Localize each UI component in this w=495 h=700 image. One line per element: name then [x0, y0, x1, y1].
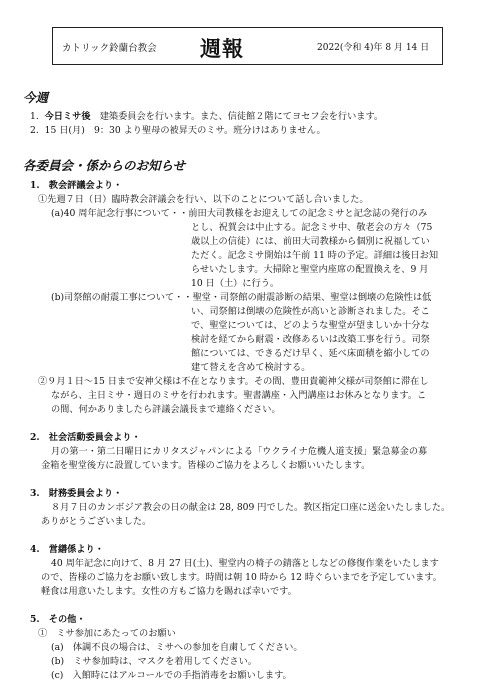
bulletin-title: 週報: [200, 36, 244, 61]
s3-line: ８月７日のカンボジア教会の日の献金は 28, 809 円でした。教区指定口座に送金いたしました。: [51, 502, 451, 513]
s5-item: (b) ミサ参加時は、マスクを着用してください。: [51, 656, 257, 667]
s1-a-line: 10 日（土）に行う。: [191, 278, 280, 289]
s1-b-line: で、聖堂については、どのような聖堂が望ましいか十分な: [191, 320, 430, 331]
s1-a-line: とし、祝賀会は中止する。記念ミサ中、敬老会の方々（75: [191, 222, 433, 233]
s1-b-line: 検討を経てから耐震・改修あるいは改築工事を行う。司祭: [191, 334, 430, 345]
s5-item: (a) 体調不良の場合は、ミサへの参加を自粛してください。: [51, 642, 303, 653]
church-name: カトリック鈴蘭台教会: [62, 43, 157, 54]
this-week-item-2: 2. 15 日(月) 9：30 より聖母の被昇天のミサ。班分けはありません。: [30, 125, 326, 136]
s1-a-line: (a)40 周年記念行事について・・前田大司教様をお迎えしての記念ミサと記念誌の発行のみ: [51, 208, 428, 219]
s5-title: 5. その他・: [30, 614, 86, 625]
s5-line: ① ミサ参加にあたってのお願い: [38, 628, 176, 639]
s4-line: 軽食は用意いたします。女性の方もご協力を賜れば幸いです。: [41, 586, 297, 597]
section-heading-this-week: 今週: [23, 90, 49, 105]
bulletin-date: 2022(令和 4)年 8 月 14 日: [317, 43, 430, 53]
s1-a-line: ただく。記念ミサ開始は午前 11 時の予定。詳細は後日お知: [191, 250, 439, 261]
s1-c-line: ②９月１日～15 日まで安神父様は不在となります。その間、豊田貴範神父様が司祭館に滞在し: [38, 376, 429, 387]
s3-line: ありがとうございました。: [41, 516, 152, 527]
s1-c-line: ながら、主日ミサ・週日のミサを行われます。聖書講座・入門講座はお休みとなります。こ: [51, 390, 427, 401]
s2-title: 2. 社会活動委員会より・: [30, 432, 141, 443]
s1-b-line: (b)司祭館の耐震工事について・・聖堂・司祭館の耐震診断の結果、聖堂は倒壊の危険性は低: [51, 292, 432, 303]
s1-line: ①先週７日（日）臨時教会評議会を行い、以下のことについて話し合いました。: [38, 194, 369, 205]
s1-b-line: 館については、できるだけ早く、延べ床面積を縮小しての: [191, 348, 430, 359]
s3-title: 3. 財務委員会より・: [30, 488, 123, 499]
s2-line: 月の第一・第二日曜日にカリタスジャパンによる「ウクライナ危機人道支援」緊急募金の募: [51, 446, 428, 457]
section-heading-committees: 各委員会・係からのお知らせ: [23, 158, 186, 173]
header-box: [52, 27, 443, 65]
s1-c-line: の間、何かありましたら評議会議長まで連絡ください。: [51, 404, 281, 415]
s1-b-line: い、司祭館は倒壊の危険性が高いと診断されました。そこ: [191, 306, 430, 317]
this-week-item-1: 1. 今日ミサ後 建築委員会を行います。また、信徒館２階にてヨセフ会を行います。: [30, 111, 384, 122]
s5-item: (c) 入館時にはアルコールでの手指消毒をお願いします。: [51, 670, 292, 681]
s1-b-line: 建て替えを含めて検討する。: [191, 362, 311, 373]
s2-line: 金箱を聖堂後方に設置しています。皆様のご協力をよろしくお願いいたします。: [41, 460, 371, 471]
s1-a-line: らせいたします。大掃除と聖堂内座席の配置換えを、9 月: [191, 264, 429, 275]
s4-line: ので、皆様のご協力をお願い致します。時間は朝 10 時から 12 時ぐらいまでを予定しています。: [41, 572, 442, 583]
s1-title: 1. 教会評議会より・: [30, 180, 123, 191]
s1-a-line: 歳以上の信徒）には、前田大司教様から個別に祝福してい: [191, 236, 430, 247]
s4-line: 40 周年記念に向けて、8 月 27 日(土)、聖堂内の椅子の錆落としなどの修復作業をいたします: [51, 558, 439, 569]
s4-title: 4. 営繕係より・: [30, 544, 104, 555]
